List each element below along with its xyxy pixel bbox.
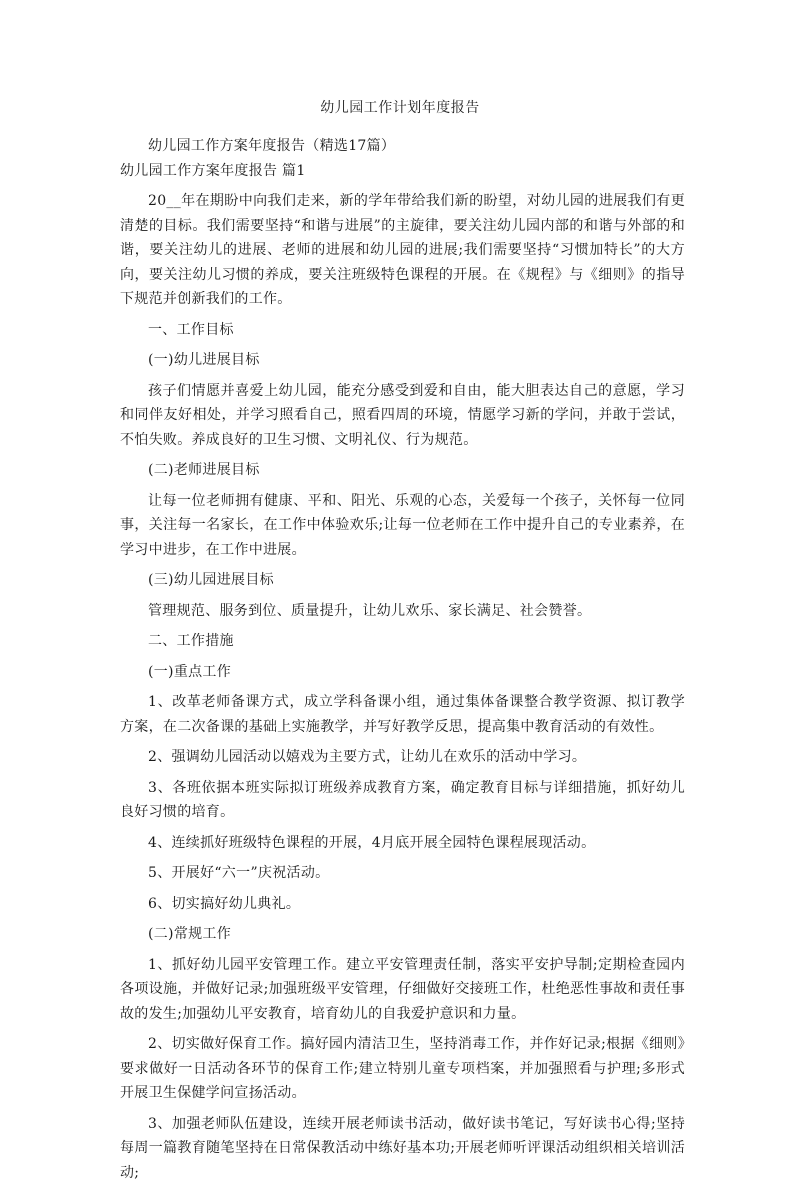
list-item: 5、开展好“六一”庆祝活动。 [120,861,685,886]
heading-level-1: 一、工作目标 [120,318,685,343]
paragraph: 管理规范、服务到位、质量提升，让幼儿欢乐、家长满足、社会赞誉。 [120,599,685,624]
document-body [120,134,685,1185]
heading-level-2: (二)常规工作 [120,922,685,947]
heading-level-2: (三)幼儿园进展目标 [120,568,685,593]
heading-level-2: (一)幼儿进展目标 [120,348,685,373]
heading-level-2: (二)老师进展目标 [120,458,685,483]
list-item: 3、各班依据本班实际拟订班级养成教育方案，确定教育目标与详细措施，抓好幼儿良好习惯的培育。 [120,776,685,825]
list-item: 6、切实搞好幼儿典礼。 [120,892,685,917]
list-item: 1、改革老师备课方式，成立学科备课小组，通过集体备课整合教学资源、拟订教学方案，在二次备课的基础上实施教学，并写好教学反思，提高集中教育活动的有效性。 [120,690,685,739]
document-title: 幼儿园工作计划年度报告 [0,98,800,118]
list-item: 4、连续抓好班级特色课程的开展，4月底开展全园特色课程展现活动。 [120,831,685,856]
heading-level-1: 二、工作措施 [120,629,685,654]
paragraph: 让每一位老师拥有健康、平和、阳光、乐观的心态，关爱每一个孩子，关怀每一位同事，关注每一名家长，在工作中体验欢乐;让每一位老师在工作中提升自己的专业素养，在学习中进步，在工作中进展。 [120,489,685,563]
list-item: 1、抓好幼儿园平安管理工作。建立平安管理责任制，落实平安护导制;定期检查园内各项设施，并做好记录;加强班级平安管理，仔细做好交接班工作，杜绝恶性事故和责任事故的发生;加强幼儿平安教育，培育幼儿的自我爱护意识和力量。 [120,953,685,1027]
paragraph: 20__年在期盼中向我们走来，新的学年带给我们新的盼望，对幼儿园的进展我们有更清楚的目标。我们需要坚持“和谐与进展”的主旋律，要关注幼儿园内部的和谐与外部的和谐，要关注幼儿的进展、老师的进展和幼儿园的进展;我们需要坚持“习惯加特长”的大方向，要关注幼儿习惯的养成，要关注班级特色课程的开展。在《规程》与《细则》的指导下规范并创新我们的工作。 [120,189,685,312]
heading-level-2: (一)重点工作 [120,660,685,685]
subtitle: 幼儿园工作方案年度报告（精选17篇） [120,134,685,159]
list-item: 3、加强老师队伍建设，连续开展老师读书活动，做好读书笔记，写好读书心得;坚持每周一篇教育随笔坚持在日常保教活动中练好基本功;开展老师听评课活动组织相关培训活动; [120,1112,685,1185]
section-heading: 幼儿园工作方案年度报告 篇1 [120,159,685,184]
list-item: 2、切实做好保育工作。搞好园内清洁卫生，坚持消毒工作，并作好记录;根据《细则》要求做好一日活动各环节的保育工作;建立特别儿童专项档案，并加强照看与护理;多形式开展卫生保健学问宣扬活动。 [120,1032,685,1106]
paragraph: 孩子们情愿并喜爱上幼儿园，能充分感受到爱和自由，能大胆表达自己的意愿，学习和同伴友好相处，并学习照看自己，照看四周的环境，情愿学习新的学问，并敢于尝试，不怕失败。养成良好的卫生习惯、文明礼仪、行为规范。 [120,379,685,453]
list-item: 2、强调幼儿园活动以嬉戏为主要方式，让幼儿在欢乐的活动中学习。 [120,745,685,770]
